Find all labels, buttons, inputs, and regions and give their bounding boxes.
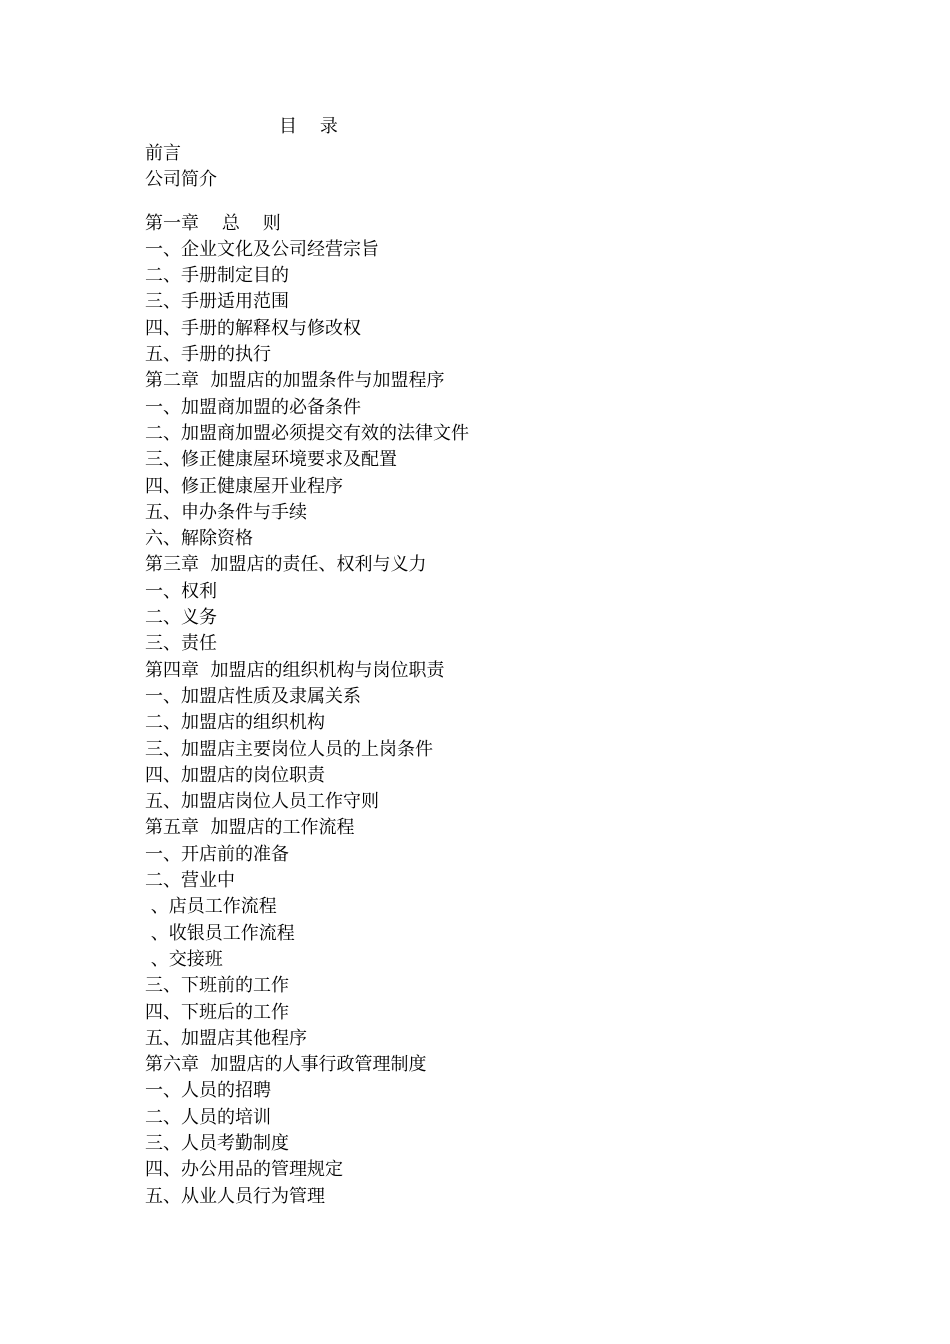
toc-title: 目 录 <box>279 116 338 137</box>
toc-item: 三、人员考勤制度 <box>145 1132 289 1154</box>
toc-item: 三、下班前的工作 <box>145 975 289 997</box>
toc-front-matter-company-intro: 公司简介 <box>145 169 217 191</box>
toc-item: 三、加盟店主要岗位人员的上岗条件 <box>145 738 433 760</box>
toc-item: 五、加盟店岗位人员工作守则 <box>145 791 379 813</box>
toc-item: 四、下班后的工作 <box>145 1001 289 1023</box>
toc-item: 一、开店前的准备 <box>145 843 289 865</box>
toc-item: 四、修正健康屋开业程序 <box>145 475 343 497</box>
toc-item: 三、责任 <box>145 633 217 655</box>
toc-item: 三、修正健康屋环境要求及配置 <box>145 449 397 471</box>
toc-item: 二、手册制定目的 <box>145 265 289 287</box>
toc-chapter-heading: 第六章 加盟店的人事行政管理制度 <box>145 1054 427 1076</box>
toc-item: 一、权利 <box>145 580 217 602</box>
toc-item: 二、营业中 <box>145 870 235 892</box>
toc-item: 三、手册适用范围 <box>145 291 289 313</box>
toc-item: 一、企业文化及公司经营宗旨 <box>145 238 379 260</box>
toc-item: 一、加盟商加盟的必备条件 <box>145 396 361 418</box>
toc-item: 四、加盟店的岗位职责 <box>145 764 325 786</box>
toc-item: 二、加盟商加盟必须提交有效的法律文件 <box>145 422 469 444</box>
toc-chapter-heading: 第二章 加盟店的加盟条件与加盟程序 <box>145 370 445 392</box>
toc-item: 五、加盟店其他程序 <box>145 1027 307 1049</box>
toc-chapter-heading: 第五章 加盟店的工作流程 <box>145 817 355 839</box>
toc-chapter-heading: 第三章 加盟店的责任、权利与义力 <box>145 554 427 576</box>
toc-front-matter-preface: 前言 <box>145 143 181 164</box>
toc-subitem: 、交接班 <box>145 948 223 970</box>
toc-item: 二、加盟店的组织机构 <box>145 712 325 734</box>
toc-item: 二、义务 <box>145 607 217 629</box>
toc-spacer <box>145 194 845 211</box>
toc-subitem: 、店员工作流程 <box>145 896 277 918</box>
toc-chapter-heading: 第一章 总 则 <box>145 212 281 234</box>
toc-item: 六、解除资格 <box>145 528 253 550</box>
toc-item: 五、手册的执行 <box>145 344 271 366</box>
toc-item: 五、申办条件与手续 <box>145 501 307 523</box>
toc-item: 四、手册的解释权与修改权 <box>145 317 361 339</box>
toc-subitem: 、收银员工作流程 <box>145 922 295 944</box>
toc-item: 一、人员的招聘 <box>145 1080 271 1102</box>
toc-list <box>145 141 845 1210</box>
toc-item: 一、加盟店性质及隶属关系 <box>145 685 361 707</box>
toc-item: 四、办公用品的管理规定 <box>145 1159 343 1181</box>
toc-chapter-heading: 第四章 加盟店的组织机构与岗位职责 <box>145 659 445 681</box>
toc-item: 二、人员的培训 <box>145 1106 271 1128</box>
toc-item: 五、从业人员行为管理 <box>145 1185 325 1207</box>
